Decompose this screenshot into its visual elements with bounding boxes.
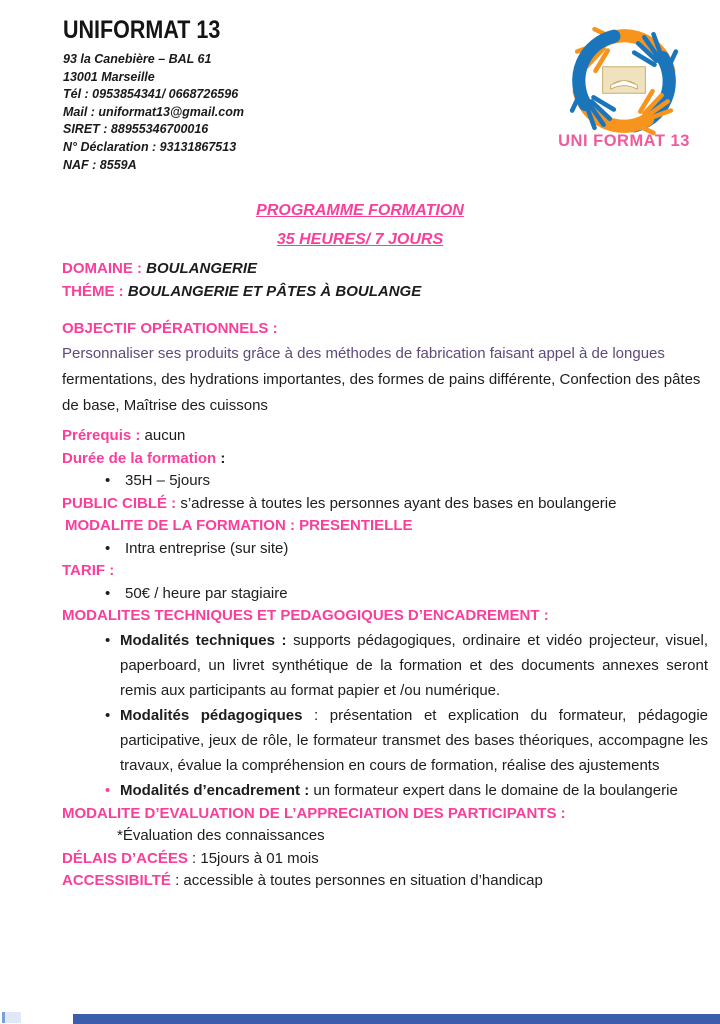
company-address-line1: 93 la Canebière – BAL 61 (63, 52, 212, 66)
bottom-taskbar-strip (73, 1014, 720, 1024)
company-siret: SIRET : 88955346700016 (63, 122, 209, 137)
modalites-encadrement-label: Modalités d’encadrement : (120, 781, 310, 799)
theme-line (62, 281, 708, 304)
logo-wordmark: UNI FORMAT 13 (558, 132, 690, 150)
company-logo (538, 20, 710, 151)
modalites-pedagogiques-bullet-item (62, 703, 708, 778)
domaine-line (62, 258, 708, 281)
modalites-techniques-heading: MODALITES TECHNIQUES ET PEDAGOGIQUES D’ENCADREMENT : (62, 607, 549, 624)
document-body (62, 258, 708, 893)
modalites-pedagogiques-label: Modalités pédagogiques (120, 706, 303, 724)
duree-bullet-item: • 35H – 5jours (62, 470, 708, 493)
theme-value: BOULANGERIE ET PÂTES À BOULANGE (127, 282, 422, 300)
company-info-block (63, 16, 246, 174)
logo-center-image (603, 67, 646, 93)
objectif-heading: OBJECTIF OPÉRATIONNELS : (62, 320, 278, 337)
company-address-line2: 13001 Marseille (63, 69, 155, 84)
accessibilite-line (62, 870, 708, 893)
modalites-encadrement-text: un formateur expert dans le domaine de la boulangerie (309, 781, 678, 799)
company-declaration-number: N° Déclaration : 93131867513 (63, 139, 237, 154)
tarif-bullet-item: • 50€ / heure par stagiaire (62, 583, 708, 606)
objectif-paragraph (62, 341, 702, 419)
company-name: UNIFORMAT 13 (63, 16, 221, 44)
company-phone: Tél : 0953854341/ 0668726596 (63, 87, 239, 102)
modalite-formation-heading: MODALITE DE LA FORMATION : PRESENTIELLE (65, 517, 413, 534)
delais-label: DÉLAIS D’ACÉES (62, 849, 188, 867)
theme-label: THÉME : (62, 282, 128, 300)
public-cible-label: PUBLIC CIBLÉ : (62, 494, 181, 512)
modalites-encadrement-bullet-item (62, 778, 708, 803)
company-mail: Mail : uniformat13@gmail.com (63, 104, 244, 119)
company-naf-code: NAF : 8559A (63, 157, 137, 172)
modalite-formation-bullet-item: • Intra entreprise (sur site) (62, 538, 708, 561)
title-line-2: 35 HEURES/ 7 JOURS (276, 231, 444, 248)
modalites-pedagogiques-text: : présentation et explication du formateur, pédagogie participative, jeux de rôle, le formateur transmet des bases théoriques, accompagne les travaux, évalue la compréhension en cours de formation, réalise des ajustements (120, 706, 708, 774)
domaine-value: BOULANGERIE (146, 260, 258, 277)
accessibilite-value: : accessible à toutes personnes en situation d’handicap (170, 872, 543, 889)
hands-circle-logo-icon (559, 20, 689, 138)
evaluation-heading: MODALITE D’EVALUATION DE L’APPRECIATION DES PARTICIPANTS : (62, 804, 566, 822)
delais-value: : 15jours à 01 mois (187, 849, 319, 867)
duree-line (62, 448, 708, 471)
objectif-text-black: fermentations, des hydrations importantes, des formes de pains différente, Confection des pâtes de base, Maîtrise des cuissons (62, 371, 701, 414)
duree-label: Durée de la formation (62, 449, 217, 467)
public-cible-value: s’adresse à toutes les personnes ayant des bases en boulangerie (180, 494, 617, 512)
modalites-techniques-bullet-item (62, 628, 708, 703)
document-title (0, 196, 720, 254)
modalites-techniques-label: Modalités techniques : (120, 631, 287, 649)
title-line-1: PROGRAMME FORMATION (256, 202, 464, 219)
modalites-techniques-text: supports pédagogiques, ordinaire et vidéo projecteur, visuel, paperboard, un livret synthétique de la formation et des documents annexes seront remis aux participants au format papier et /ou numérique. (120, 631, 708, 699)
prerequis-value: aucun (144, 427, 186, 444)
public-cible-line (62, 493, 708, 516)
duree-colon: : (216, 449, 226, 467)
delais-line (62, 848, 708, 871)
prerequis-label: Prérequis : (62, 427, 145, 444)
tarif-heading: TARIF : (62, 562, 115, 579)
objectif-text-purple: Personnaliser ses produits grâce à des méthodes de fabrication faisant appel à de longues (62, 345, 665, 362)
accessibilite-label: ACCESSIBILTÉ (62, 872, 171, 889)
prerequis-line (62, 425, 708, 448)
evaluation-item: *Évaluation des connaissances (117, 827, 325, 844)
domaine-label: DOMAINE : (62, 260, 147, 277)
bottom-left-icon-fragment (2, 1012, 21, 1023)
